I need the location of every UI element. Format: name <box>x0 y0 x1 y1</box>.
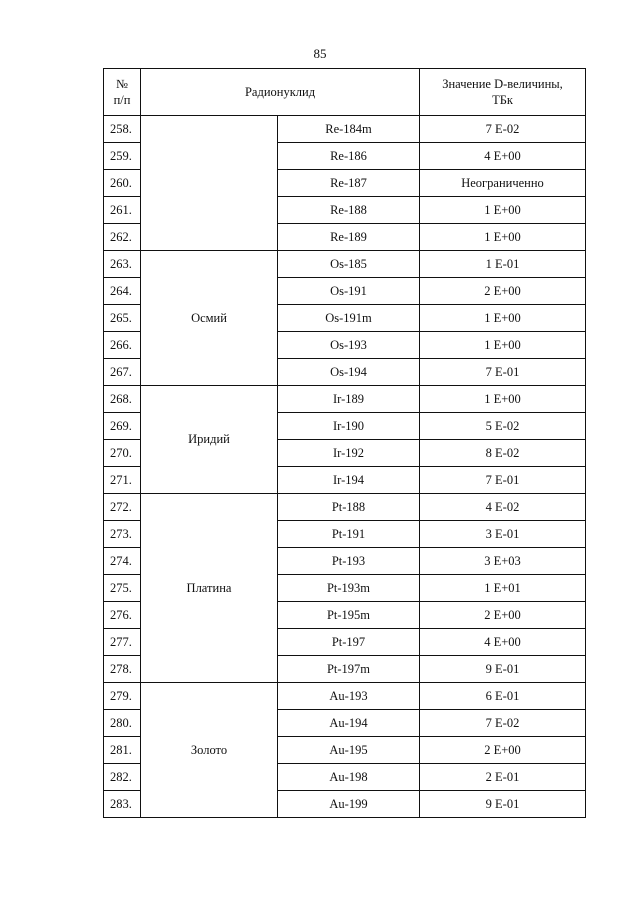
table-body <box>104 116 586 818</box>
nuclide-name: Os-194 <box>278 359 420 386</box>
d-value: 7 E-02 <box>420 710 586 737</box>
row-number: 283. <box>104 791 141 818</box>
nuclide-name: Au-199 <box>278 791 420 818</box>
nuclide-name: Ir-190 <box>278 413 420 440</box>
nuclide-name: Ir-194 <box>278 467 420 494</box>
d-value: 4 E+00 <box>420 143 586 170</box>
row-number: 267. <box>104 359 141 386</box>
nuclide-name: Os-191 <box>278 278 420 305</box>
nuclide-name: Os-185 <box>278 251 420 278</box>
d-value: 2 E-01 <box>420 764 586 791</box>
row-number: 272. <box>104 494 141 521</box>
d-value: 8 E-02 <box>420 440 586 467</box>
row-number: 263. <box>104 251 141 278</box>
row-number: 261. <box>104 197 141 224</box>
header-row <box>104 69 586 116</box>
row-number: 265. <box>104 305 141 332</box>
d-value: 1 E+00 <box>420 224 586 251</box>
table-row <box>104 116 586 143</box>
nuclide-name: Au-194 <box>278 710 420 737</box>
nuclide-name: Os-193 <box>278 332 420 359</box>
nuclide-name: Au-195 <box>278 737 420 764</box>
nuclide-name: Pt-197m <box>278 656 420 683</box>
page-number: 85 <box>313 46 327 61</box>
d-value: 1 E+00 <box>420 332 586 359</box>
nuclide-name: Au-198 <box>278 764 420 791</box>
row-number: 264. <box>104 278 141 305</box>
nuclide-name: Re-186 <box>278 143 420 170</box>
header-d-value <box>420 69 586 116</box>
nuclide-name: Ir-192 <box>278 440 420 467</box>
row-number: 270. <box>104 440 141 467</box>
d-value: 7 E-02 <box>420 116 586 143</box>
nuclide-name: Re-187 <box>278 170 420 197</box>
row-number: 259. <box>104 143 141 170</box>
nuclide-name: Ir-189 <box>278 386 420 413</box>
header-d-value-unit: ТБк <box>492 93 513 107</box>
table-row <box>104 251 586 278</box>
row-number: 268. <box>104 386 141 413</box>
d-value: 9 E-01 <box>420 791 586 818</box>
nuclide-name: Re-184m <box>278 116 420 143</box>
d-value: 2 E+00 <box>420 602 586 629</box>
header-number-abbrev: п/п <box>113 93 131 107</box>
d-value: 9 E-01 <box>420 656 586 683</box>
d-value: 7 E-01 <box>420 359 586 386</box>
nuclide-name: Pt-193 <box>278 548 420 575</box>
d-value: 4 E+00 <box>420 629 586 656</box>
d-value: 1 E+00 <box>420 305 586 332</box>
table-header <box>104 69 586 116</box>
row-number: 262. <box>104 224 141 251</box>
row-number: 280. <box>104 710 141 737</box>
nuclide-name: Pt-191 <box>278 521 420 548</box>
row-number: 266. <box>104 332 141 359</box>
row-number: 282. <box>104 764 141 791</box>
nuclide-name: Pt-188 <box>278 494 420 521</box>
element-name: Иридий <box>141 386 278 494</box>
d-value: 1 E-01 <box>420 251 586 278</box>
d-value: 7 E-01 <box>420 467 586 494</box>
row-number: 277. <box>104 629 141 656</box>
element-name: Осмий <box>141 251 278 386</box>
d-value: 6 E-01 <box>420 683 586 710</box>
d-value: 2 E+00 <box>420 737 586 764</box>
nuclide-name: Re-189 <box>278 224 420 251</box>
table-row <box>104 494 586 521</box>
d-value: 1 E+01 <box>420 575 586 602</box>
row-number: 281. <box>104 737 141 764</box>
element-name: Платина <box>141 494 278 683</box>
row-number: 269. <box>104 413 141 440</box>
nuclide-name: Pt-195m <box>278 602 420 629</box>
row-number: 278. <box>104 656 141 683</box>
row-number: 273. <box>104 521 141 548</box>
nuclide-name: Pt-197 <box>278 629 420 656</box>
nuclide-name: Re-188 <box>278 197 420 224</box>
row-number: 260. <box>104 170 141 197</box>
d-value: 2 E+00 <box>420 278 586 305</box>
d-value: Неограниченно <box>420 170 586 197</box>
row-number: 258. <box>104 116 141 143</box>
element-name <box>141 116 278 251</box>
d-value: 4 E-02 <box>420 494 586 521</box>
row-number: 276. <box>104 602 141 629</box>
d-value: 5 E-02 <box>420 413 586 440</box>
table-row <box>104 683 586 710</box>
d-value: 1 E+00 <box>420 386 586 413</box>
header-d-value-title: Значение D-величины, <box>442 77 563 91</box>
header-number-symbol: № <box>116 77 128 91</box>
radionuclide-table <box>103 68 586 818</box>
table-row <box>104 386 586 413</box>
d-value: 3 E-01 <box>420 521 586 548</box>
header-radionuclide: Радионуклид <box>141 69 420 116</box>
nuclide-name: Pt-193m <box>278 575 420 602</box>
nuclide-name: Os-191m <box>278 305 420 332</box>
row-number: 279. <box>104 683 141 710</box>
element-name: Золото <box>141 683 278 818</box>
nuclide-name: Au-193 <box>278 683 420 710</box>
d-value: 1 E+00 <box>420 197 586 224</box>
header-number <box>104 69 141 116</box>
d-value: 3 E+03 <box>420 548 586 575</box>
row-number: 271. <box>104 467 141 494</box>
row-number: 274. <box>104 548 141 575</box>
row-number: 275. <box>104 575 141 602</box>
